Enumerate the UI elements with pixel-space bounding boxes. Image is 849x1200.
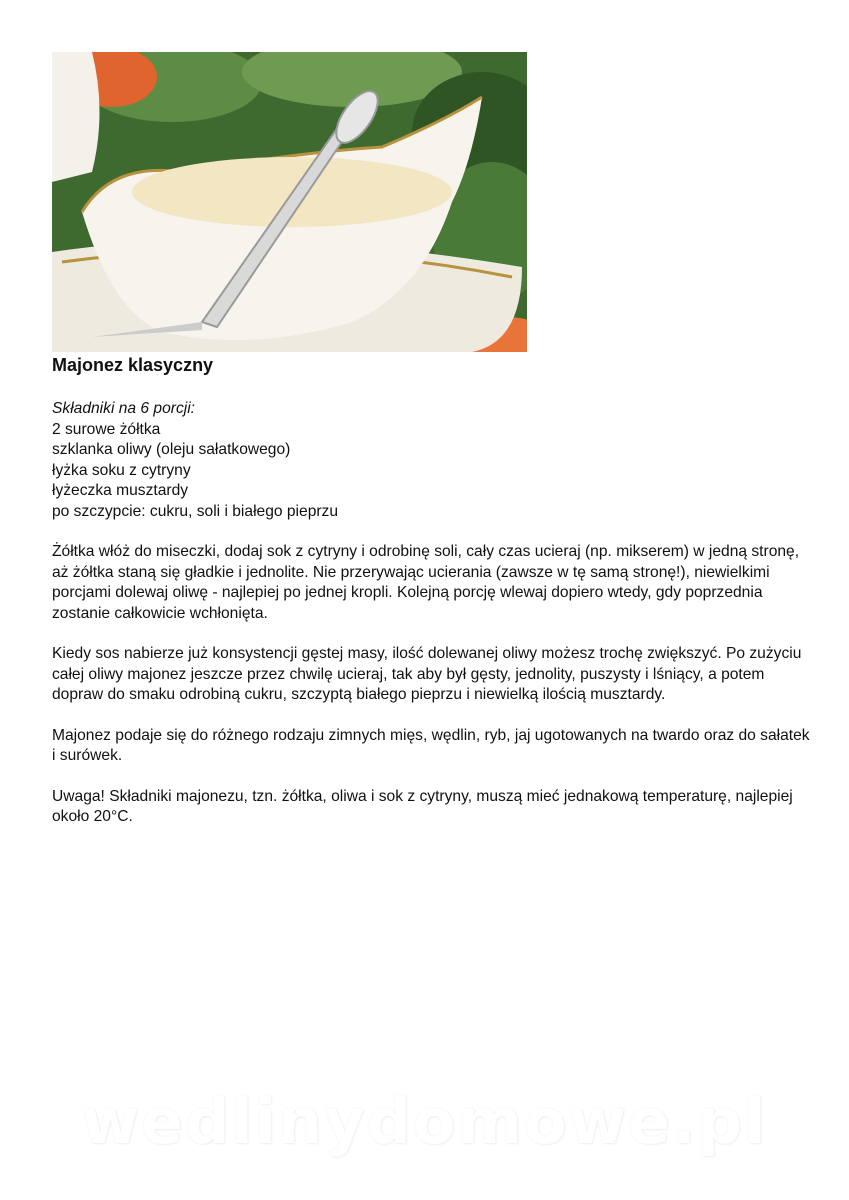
instruction-paragraph: Kiedy sos nabierze już konsystencji gęstej masy, ilość dolewanej oliwy możesz trochę zwiększyć. Po zużyciu całej oliwy majonez jeszcze przez chwilę ucieraj, tak aby był gęsty, jednolity, puszysty i lśniący, a potem dopraw do smaku odrobiną cukru, szczyptą białego pieprzu i niewielką ilością musztardy. [52,645,802,703]
site-watermark: wedlinydomowe.pl [81,1085,768,1158]
ingredient-item: 2 surowe żółtka [52,420,161,438]
note-paragraph: Uwaga! Składniki majonezu, tzn. żółtka, oliwa i sok z cytryny, muszą mieć jednakową temperaturę, najlepiej około 20°C. [52,787,793,825]
recipe-title: Majonez klasyczny [52,355,214,375]
recipe-photo [52,52,527,352]
ingredient-item: łyżka soku z cytryny [52,461,191,479]
instruction-paragraph: Żółtka włóż do miseczki, dodaj sok z cytryny i odrobinę soli, cały czas ucieraj (np. mikserem) w jedną stronę, aż żółtka staną się gładkie i jednolite. Nie przerywając ucierania (zawsze w tę samą stronę!), niewielkimi porcjami dolewaj oliwę - najlepiej po jednej kropli. Kolejną porcję wlewaj dopiero wtedy, gdy poprzednia zostanie całkowicie wchłonięta. [52,543,800,622]
ingredient-item: szklanka oliwy (oleju sałatkowego) [52,441,291,458]
ingredients-list [52,420,812,523]
ingredient-item: po szczypcie: cukru, soli i białego pieprzu [52,502,339,520]
recipe-content [52,399,812,848]
ingredient-item: łyżeczka musztardy [52,482,189,499]
serving-paragraph: Majonez podaje się do różnego rodzaju zimnych mięs, wędlin, ryb, jaj ugotowanych na twardo oraz do sałatek i surówek. [52,726,810,764]
ingredients-heading: Składniki na 6 porcji: [52,400,196,417]
